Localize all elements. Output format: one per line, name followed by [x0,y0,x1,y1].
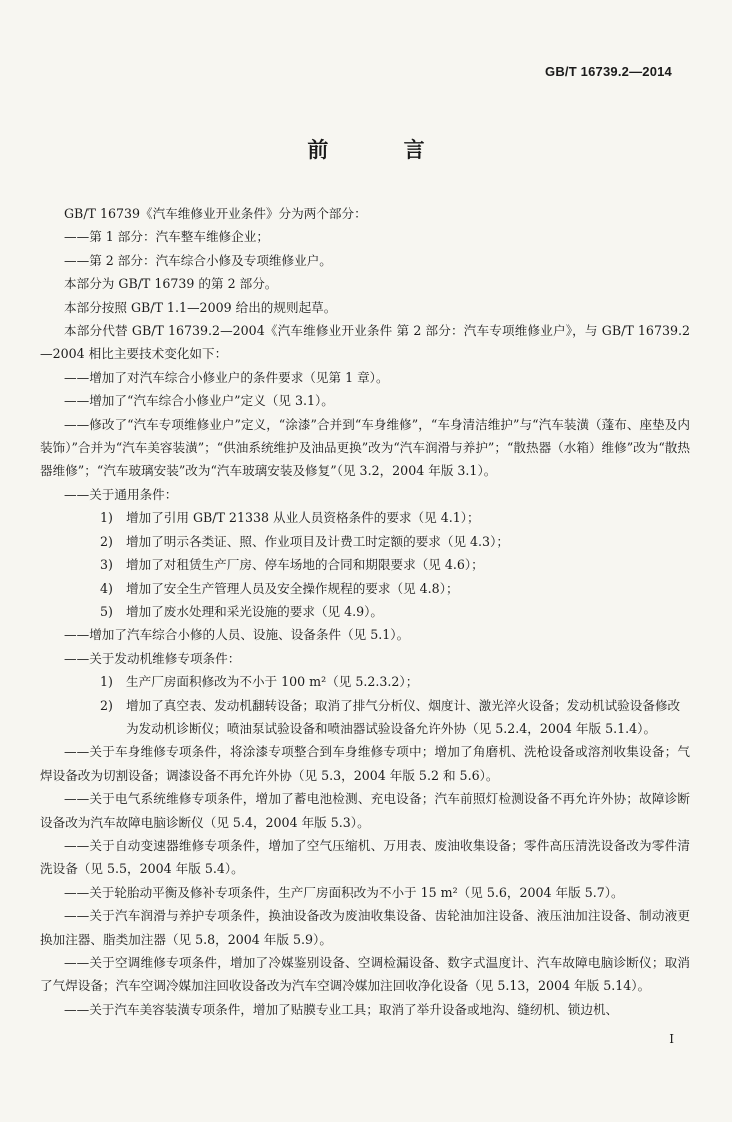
change-item: ——关于电气系统维修专项条件，增加了蓄电池检测、充电设备；汽车前照灯检测设备不再允许外协；故障诊断设备改为汽车故障电脑诊断仪（见 5.4，2004 年版 5.3）。 [40,791,690,830]
change-item: ——关于汽车润滑与养护专项条件，换油设备改为废油收集设备、齿轮油加注设备、液压油加注设备、制动液更换加注器、脂类加注器（见 5.8，2004 年版 5.9）。 [40,908,690,947]
paragraph: 本部分代替 GB/T 16739.2—2004《汽车维修业开业条件 第 2 部分：汽车专项维修业户》，与 GB/T 16739.2—2004 相比主要技术变化如下： [40,323,690,362]
list-item [40,600,690,623]
change-item: ——增加了“汽车综合小修业户”定义（见 3.1）。 [64,393,334,409]
list-item [40,530,690,553]
change-item: ——增加了对汽车综合小修业户的条件要求（见第 1 章）。 [64,369,389,385]
list-item-number: 3) [100,557,113,573]
list-item-text: 增加了真空表、发动机翻转设备；取消了排气分析仪、烟度计、激光淬火设备；发动机试验设备修改为发动机诊断仪；喷油泵试验设备和喷油器试验设备允许外协（见 5.2.4，2004 年版 5.1.4）。 [126,697,681,736]
page-number: I [669,1032,674,1046]
change-item: ——关于自动变速器维修专项条件，增加了空气压缩机、万用表、废油收集设备；零件高压清洗设备改为零件清洗设备（见 5.5，2004 年版 5.4）。 [40,837,690,877]
list-item-number: 4) [100,580,113,596]
change-item: ——关于车身维修专项条件，将涂漆专项整合到车身维修专项中；增加了角磨机、洗枪设备或溶剂收集设备；气焊设备改为切割设备；调漆设备不再允许外协（见 5.3，2004 年版 5.2 和 5.6）。 [40,744,690,783]
list-item-text: 生产厂房面积修改为不小于 100 m²（见 5.2.3.2）； [126,674,419,690]
list-item [40,577,690,600]
standard-number: GB/T 16739.2—2014 [545,64,672,79]
paragraph: GB/T 16739《汽车维修业开业条件》分为两个部分： [64,206,367,221]
paragraph: ——第 2 部分：汽车综合小修及专项维修业户。 [64,252,332,268]
list-item [40,553,690,576]
list-item-number: 2) [100,533,113,549]
page-title: 前 言 [307,137,459,162]
paragraph: ——第 1 部分：汽车整车维修企业； [64,229,269,245]
list-item [40,694,690,741]
change-item: ——关于汽车美容装潢专项条件，增加了贴膜专业工具；取消了举升设备或地沟、缝纫机、锁边机、 [64,1001,619,1017]
document-body [40,202,690,1021]
list-item-text: 增加了明示各类证、照、作业项目及计费工时定额的要求（见 4.3）； [126,533,509,549]
change-item: ——修改了“汽车专项维修业户”定义，“涂漆”合并到“车身维修”，“车身清洁维护”与“汽车装潢（蓬布、座垫及内装饰）”合并为“汽车美容装潢”；“供油系统维护及油品更换”改为“汽车润滑与养护”；“散热器（水箱）维修”改为“散热器维修”；“汽车玻璃安装”改为“汽车玻璃安装及修复”（见 3.2，2004 年版 3.1）。 [40,416,690,479]
change-item: ——关于轮胎动平衡及修补专项条件，生产厂房面积改为不小于 15 m²（见 5.6，2004 年版 5.7）。 [64,884,624,900]
list-item-number: 1) [100,510,113,526]
change-item: ——关于空调维修专项条件，增加了冷媒鉴别设备、空调检漏设备、数字式温度计、汽车故障电脑诊断仪；取消了气焊设备；汽车空调冷媒加注回收设备改为汽车空调冷媒加注回收净化设备（见 5.13，2004 年版 5.14）。 [40,955,690,994]
list-item-text: 增加了安全生产管理人员及安全操作规程的要求（见 4.8）； [126,580,459,596]
list-item-text: 增加了引用 GB/T 21338 从业人员资格条件的要求（见 4.1）； [126,510,480,526]
list-item-number: 1) [100,674,113,690]
change-item: ——关于发动机维修专项条件： [64,650,241,666]
list-item [40,506,690,529]
change-item: ——关于通用条件： [64,486,178,502]
paragraph: 本部分按照 GB/T 1.1—2009 给出的规则起草。 [64,299,337,315]
list-item-number: 5) [100,603,113,619]
list-item-number: 2) [100,697,113,713]
paragraph: 本部分为 GB/T 16739 的第 2 部分。 [64,276,278,292]
list-item-text: 增加了对租赁生产厂房、停车场地的合同和期限要求（见 4.6）； [126,557,484,573]
list-item [40,670,690,693]
change-item: ——增加了汽车综合小修的人员、设施、设备条件（见 5.1）。 [64,627,410,643]
list-item-text: 增加了废水处理和采光设施的要求（见 4.9）。 [126,603,384,619]
